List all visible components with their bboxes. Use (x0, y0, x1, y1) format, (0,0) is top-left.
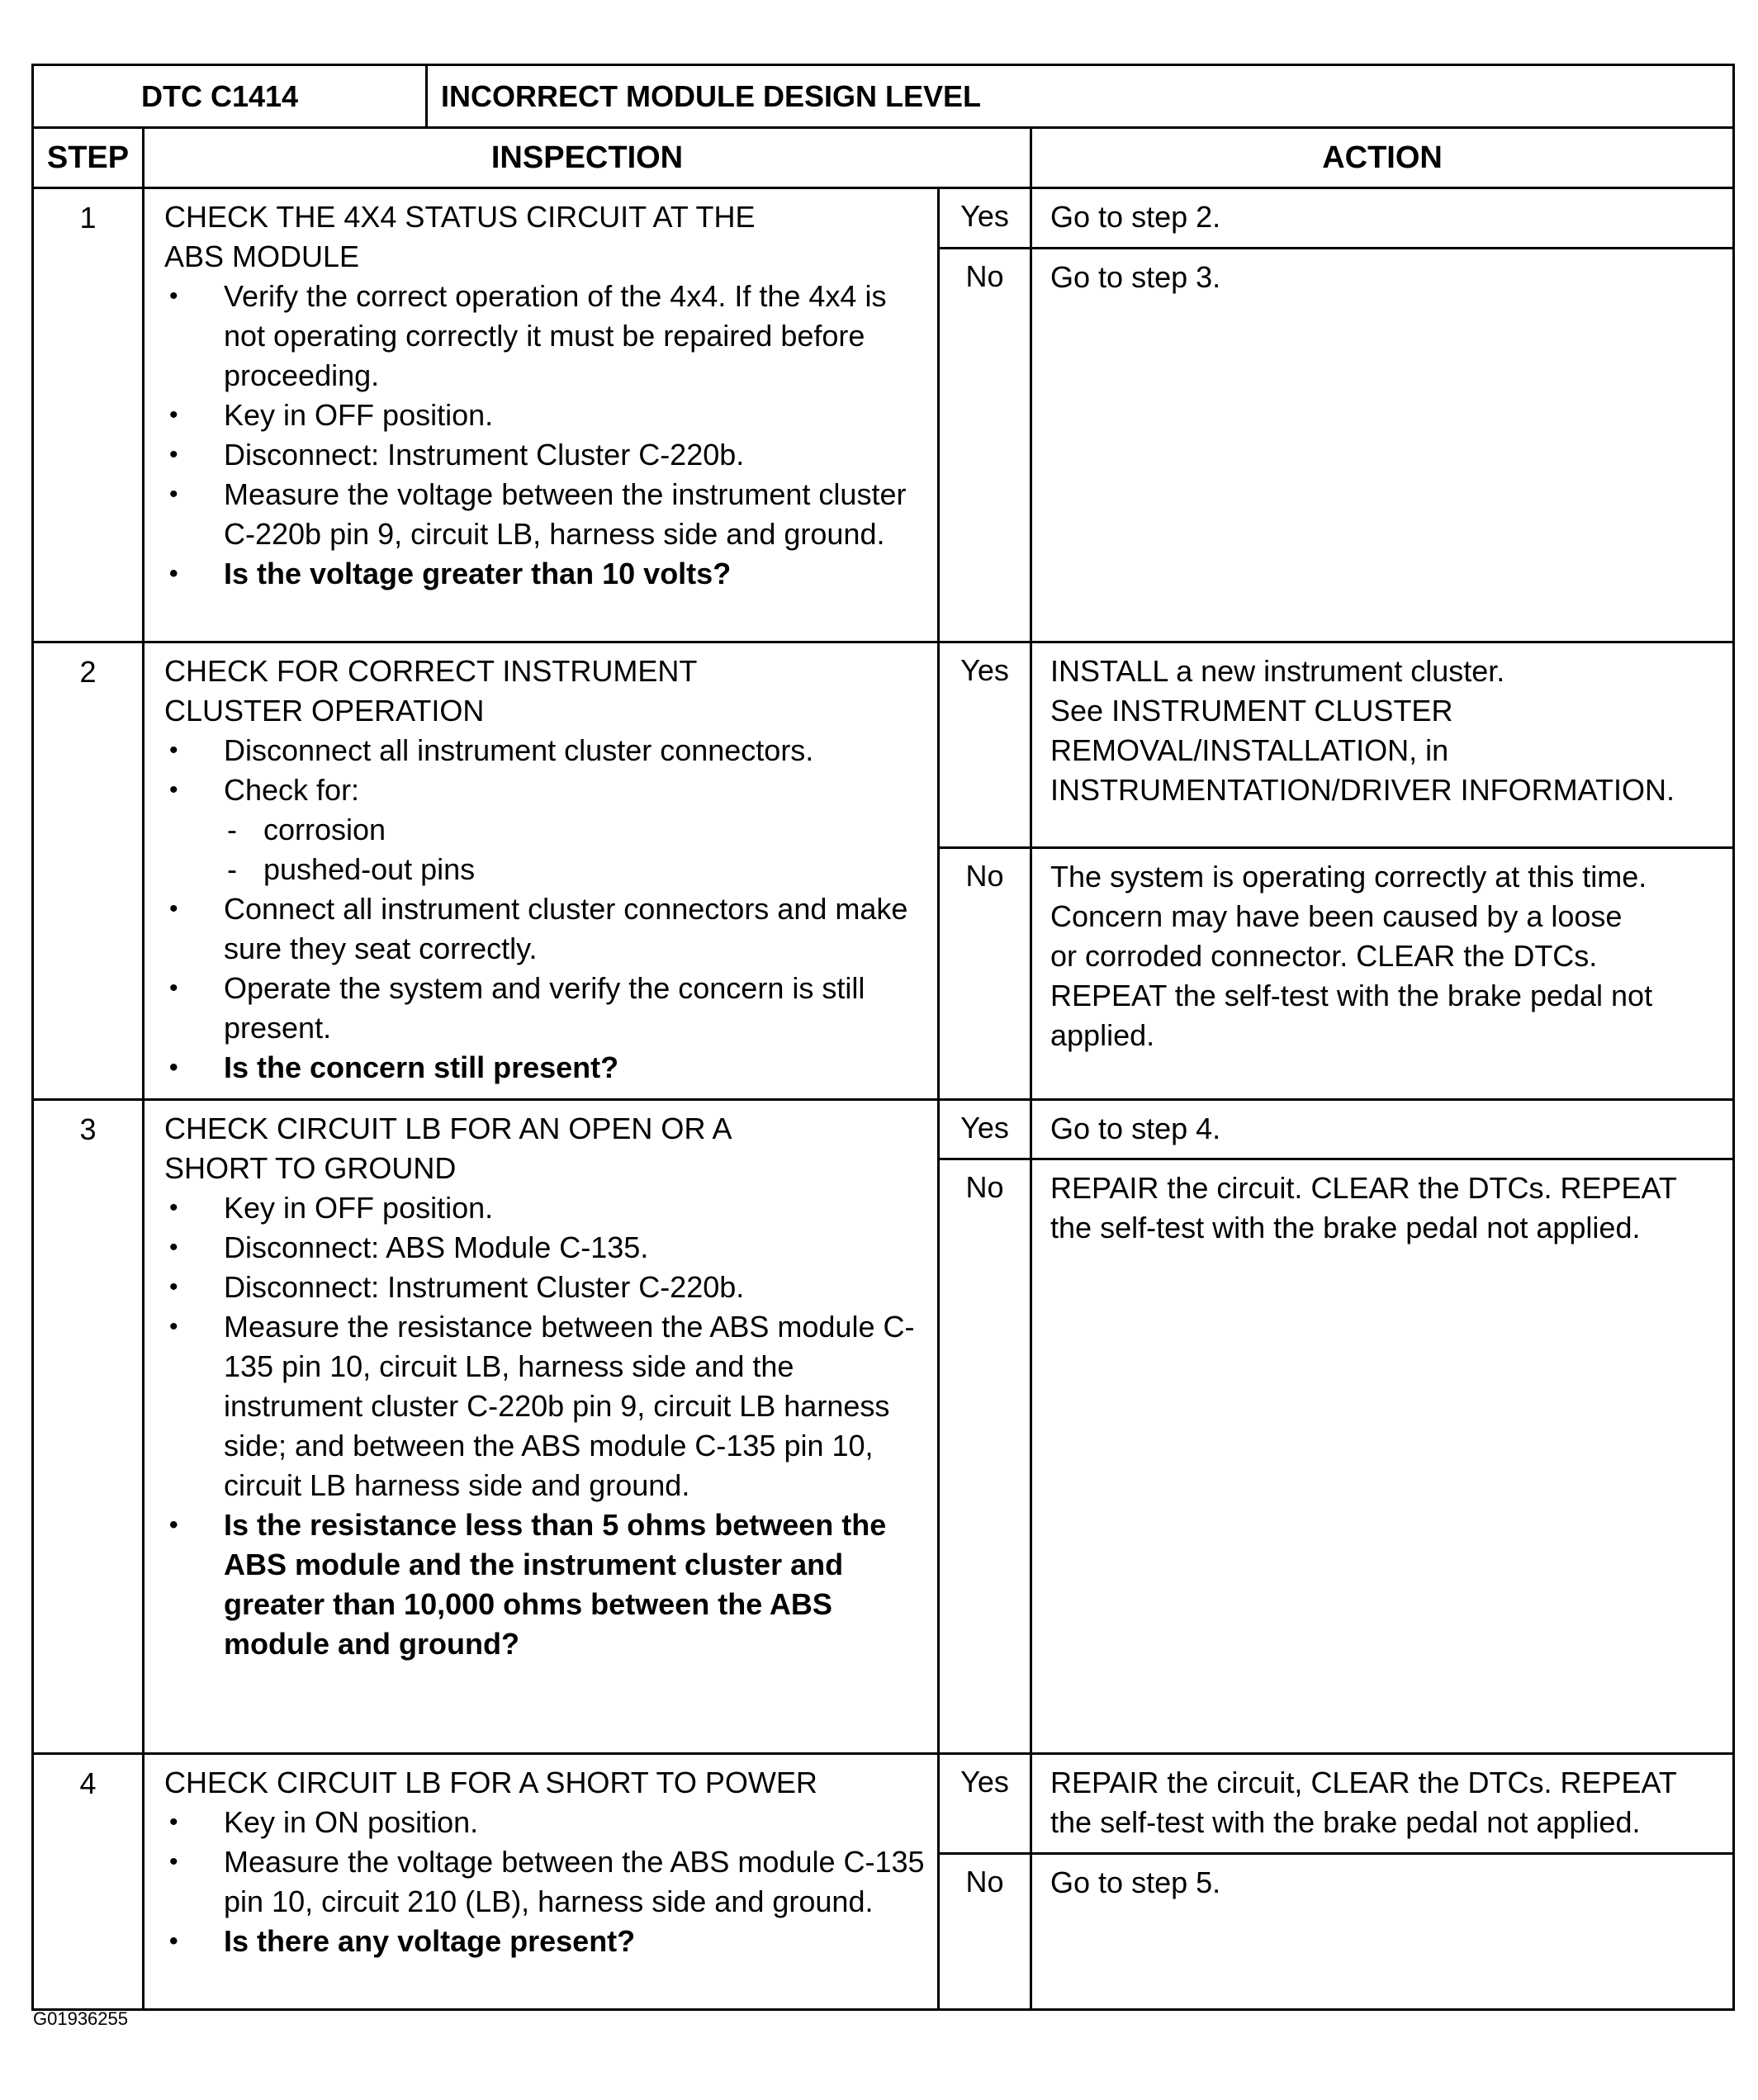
yes-label: Yes (939, 642, 1031, 848)
action-line: Go to step 2. (1050, 200, 1221, 234)
dtc-table (31, 64, 1735, 2011)
action-line: The system is operating correctly at this time. (1050, 860, 1647, 894)
inspection-cell (144, 188, 939, 642)
yes-label: Yes (939, 188, 1031, 249)
no-label: No (939, 1159, 1031, 1754)
step-title-line: ABS MODULE (164, 239, 360, 273)
action-line: applied. (1050, 1018, 1155, 1052)
inspection-bullet: • Disconnect all instrument cluster connectors. (164, 731, 926, 770)
inspection-bullet: • Key in OFF position. (164, 1188, 926, 1228)
yes-action (1031, 1754, 1734, 1854)
inspection-subitem: - corrosion (164, 810, 926, 850)
no-action (1031, 1159, 1734, 1754)
col-header-step: STEP (33, 128, 144, 188)
step-number: 1 (33, 188, 144, 642)
column-header-row (33, 128, 1734, 188)
step-number: 3 (33, 1100, 144, 1754)
inspection-list (164, 1188, 926, 1664)
action-line: INSTALL a new instrument cluster. (1050, 654, 1505, 688)
step-row (33, 1100, 1734, 1159)
yes-action (1031, 1100, 1734, 1159)
inspection-bullet: • Measure the voltage between the instrument cluster C-220b pin 9, circuit LB, harness side and ground. (164, 475, 926, 554)
inspection-list (164, 1803, 926, 1961)
yes-label: Yes (939, 1100, 1031, 1159)
dtc-header-row (33, 65, 1734, 128)
step-number: 2 (33, 642, 144, 1100)
action-line: REPEAT the self-test with the brake pedal not (1050, 979, 1653, 1012)
inspection-bullet: • Check for: (164, 770, 926, 810)
inspection-bullet: • Verify the correct operation of the 4x4. If the 4x4 is not operating correctly it must be repaired before proceeding. (164, 277, 926, 396)
inspection-bullet: • Connect all instrument cluster connectors and make sure they seat correctly. (164, 889, 926, 969)
step-title-line: CLUSTER OPERATION (164, 694, 485, 728)
inspection-list (164, 731, 926, 1088)
step-title-line: SHORT TO GROUND (164, 1151, 457, 1185)
no-label: No (939, 249, 1031, 642)
action-line: INSTRUMENTATION/DRIVER INFORMATION. (1050, 773, 1675, 807)
inspection-question: • Is the concern still present? (164, 1048, 926, 1088)
step-row (33, 1754, 1734, 1854)
step-number: 4 (33, 1754, 144, 2010)
inspection-cell (144, 1100, 939, 1754)
no-label: No (939, 1854, 1031, 2010)
no-action (1031, 1854, 1734, 2010)
col-header-inspection: INSPECTION (144, 128, 1031, 188)
no-label: No (939, 848, 1031, 1100)
action-line: or corroded connector. CLEAR the DTCs. (1050, 939, 1598, 973)
dtc-code: DTC C1414 (33, 65, 427, 128)
action-line: See INSTRUMENT CLUSTER (1050, 694, 1453, 728)
col-header-action: ACTION (1031, 128, 1734, 188)
step-row (33, 188, 1734, 249)
no-action (1031, 848, 1734, 1100)
action-line: Go to step 4. (1050, 1112, 1221, 1145)
action-line: the self-test with the brake pedal not applied. (1050, 1805, 1641, 1839)
step-row (33, 642, 1734, 848)
step-title-line: CHECK CIRCUIT LB FOR A SHORT TO POWER (164, 1766, 817, 1799)
figure-code: G01936255 (33, 2008, 128, 2029)
inspection-bullet: • Disconnect: ABS Module C-135. (164, 1228, 926, 1268)
inspection-bullet: • Measure the voltage between the ABS module C-135 pin 10, circuit 210 (LB), harness side and ground. (164, 1842, 926, 1922)
step-title-line: CHECK THE 4X4 STATUS CIRCUIT AT THE (164, 200, 756, 234)
inspection-bullet: • Measure the resistance between the ABS module C-135 pin 10, circuit LB, harness side and the instrument cluster C-220b pin 9, circuit LB harness side; and between the ABS module C-135 pin 10, circuit LB harness side and ground. (164, 1307, 926, 1505)
dtc-title: INCORRECT MODULE DESIGN LEVEL (427, 65, 1734, 128)
inspection-bullet: • Operate the system and verify the concern is still present. (164, 969, 926, 1048)
action-line: REMOVAL/INSTALLATION, in (1050, 733, 1449, 767)
yes-action (1031, 642, 1734, 848)
inspection-bullet: • Key in OFF position. (164, 396, 926, 435)
inspection-list (164, 277, 926, 594)
inspection-question: • Is there any voltage present? (164, 1922, 926, 1961)
inspection-cell (144, 1754, 939, 2010)
step-title-line: CHECK FOR CORRECT INSTRUMENT (164, 654, 698, 688)
inspection-question: • Is the resistance less than 5 ohms between the ABS module and the instrument cluster and greater than 10,000 ohms between the ABS module and ground? (164, 1505, 926, 1664)
yes-label: Yes (939, 1754, 1031, 1854)
no-action (1031, 249, 1734, 642)
inspection-bullet: • Key in ON position. (164, 1803, 926, 1842)
inspection-question: • Is the voltage greater than 10 volts? (164, 554, 926, 594)
action-line: Go to step 5. (1050, 1865, 1221, 1899)
yes-action (1031, 188, 1734, 249)
action-line: REPAIR the circuit. CLEAR the DTCs. REPEAT (1050, 1171, 1677, 1205)
inspection-cell (144, 642, 939, 1100)
inspection-bullet: • Disconnect: Instrument Cluster C-220b. (164, 435, 926, 475)
inspection-bullet: • Disconnect: Instrument Cluster C-220b. (164, 1268, 926, 1307)
diagnostic-table-sheet (31, 64, 1732, 2029)
action-line: Go to step 3. (1050, 260, 1221, 294)
action-line: the self-test with the brake pedal not applied. (1050, 1211, 1641, 1244)
inspection-subitem: - pushed-out pins (164, 850, 926, 889)
step-title-line: CHECK CIRCUIT LB FOR AN OPEN OR A (164, 1112, 732, 1145)
action-line: REPAIR the circuit, CLEAR the DTCs. REPEAT (1050, 1766, 1677, 1799)
action-line: Concern may have been caused by a loose (1050, 899, 1623, 933)
